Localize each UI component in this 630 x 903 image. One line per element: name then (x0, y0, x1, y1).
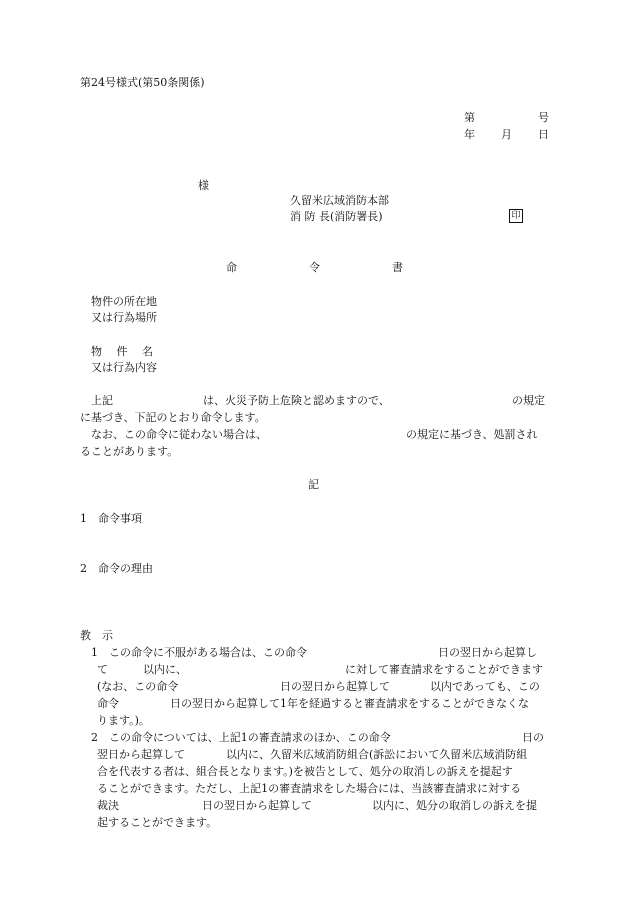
date-month: 月 (501, 128, 512, 141)
notice-text: 裁決 (97, 799, 119, 812)
notice-text: 2 この命令については、上記1の審査請求のほか、この命令 (91, 731, 391, 744)
notice-text: (なお、この命令 (97, 680, 179, 693)
notice-text: 起することができます。 (97, 816, 218, 829)
notice-text: 翌日から起算して (97, 748, 185, 761)
item-heading: 1 命令事項 (80, 512, 142, 525)
item-heading: 2 命令の理由 (80, 562, 153, 575)
notice-text: ります。)。 (97, 714, 150, 727)
notice-text: 日の翌日から起算して (202, 799, 312, 812)
notice-heading: 教 示 (80, 629, 113, 642)
date-day: 日 (538, 128, 549, 141)
name-label-2: 又は行為内容 (91, 361, 157, 374)
ki-heading: 記 (308, 478, 319, 491)
notice-text: 以内に、 (143, 663, 187, 676)
location-label-2: 又は行為場所 (91, 311, 157, 324)
body-text: なお、この命令に従わない場合は、 (91, 428, 267, 441)
notice-text: 日の翌日から起算し (438, 646, 537, 659)
body-text: 上記 (91, 394, 113, 407)
notice-text: 1 この命令に不服がある場合は、この命令 (91, 646, 307, 659)
form-title: 第24号様式(第50条関係) (80, 76, 205, 89)
seal-mark: 印 (509, 209, 523, 223)
doc-title-char: 命 (226, 261, 237, 274)
notice-text: て (97, 663, 108, 676)
issuer-title: 消 防 長(消防署長) (290, 210, 383, 223)
number-label: 第 (464, 111, 475, 124)
notice-text: 以内に、久留米広域消防組合(訴訟において久留米広域消防組 (226, 748, 528, 761)
notice-text: 以内であっても、この (430, 680, 540, 693)
notice-text: ることができます。ただし、上記1の審査請求をした場合には、当該審査請求に対する (97, 782, 522, 795)
notice-text: 以内に、処分の取消しの訴えを提 (372, 799, 537, 812)
notice-text: 日の翌日から起算して1年を経過すると審査請求をすることができなくな (170, 697, 529, 710)
location-label: 物件の所在地 (91, 295, 157, 308)
body-text: ることがあります。 (80, 445, 179, 458)
notice-text: 日の翌日から起算して (280, 680, 390, 693)
body-text: の規定に基づき、処罰され (406, 428, 538, 441)
body-text: の規定 (512, 394, 545, 407)
doc-title-char: 書 (392, 261, 403, 274)
name-label: 物 件 名 (91, 345, 153, 358)
doc-title-char: 令 (309, 261, 320, 274)
notice-text: 日の (522, 731, 544, 744)
issuer-organization: 久留米広域消防本部 (290, 194, 389, 207)
body-text: は、火災予防上危険と認めますので、 (203, 394, 390, 407)
number-suffix: 号 (538, 111, 549, 124)
body-text: に基づき、下記のとおり命令します。 (80, 411, 266, 424)
date-year: 年 (464, 128, 475, 141)
notice-text: に対して審査請求をすることができます (345, 663, 543, 676)
notice-text: 合を代表する者は、組合長となります。)を被告として、処分の取消しの訴えを提起す (97, 765, 513, 778)
recipient-suffix: 様 (198, 179, 209, 192)
notice-text: 命令 (97, 697, 119, 710)
